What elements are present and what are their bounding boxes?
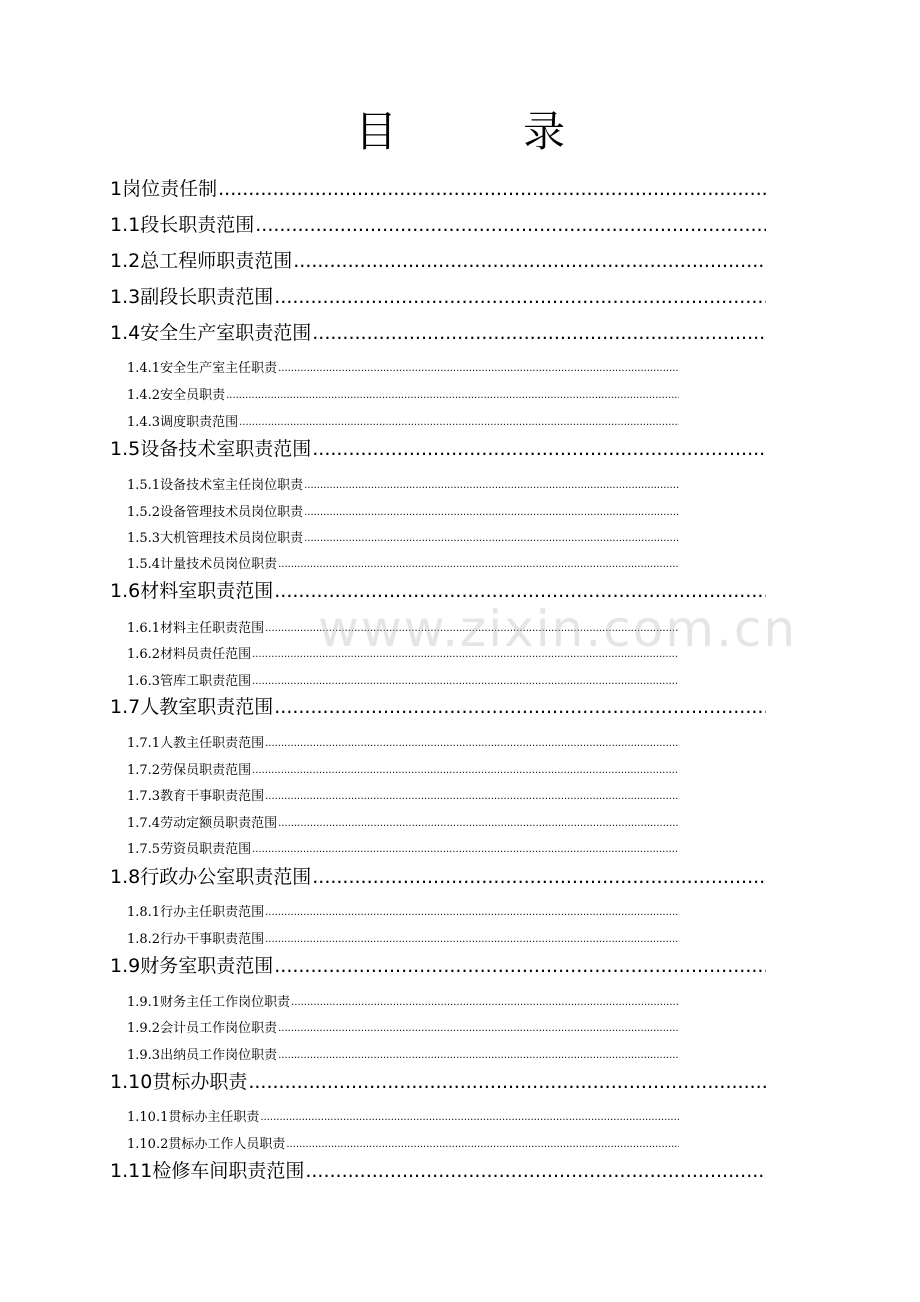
- toc-subentry[interactable]: [127, 904, 680, 922]
- toc-entry-number: 1.7.5: [127, 842, 161, 857]
- toc-entry-label: 检修车间职责范围: [152, 1160, 305, 1182]
- toc-entry-number: 1.6.1: [127, 621, 161, 636]
- toc-entry-label: 人教主任职责范围: [160, 736, 265, 751]
- toc-dot-leader: [239, 414, 679, 432]
- toc-subentry[interactable]: [127, 994, 680, 1012]
- toc-entry-number: 1.6.2: [127, 647, 161, 662]
- toc-dot-leader: [252, 841, 679, 859]
- toc-entry[interactable]: [110, 320, 767, 346]
- watermark: www.zixin.com.cn: [318, 600, 798, 658]
- toc-title: 目 录: [354, 107, 607, 156]
- toc-subentry[interactable]: [127, 1136, 680, 1154]
- toc-dot-leader: [260, 1109, 679, 1127]
- toc-dot-leader: [291, 994, 679, 1012]
- toc-entry-label: 总工程师职责范围: [140, 250, 293, 272]
- toc-entry-label: 计量技术员岗位职责: [160, 557, 278, 572]
- toc-entry-number: 1.7.2: [127, 763, 161, 778]
- toc-entry-label: 贯标办主任职责: [168, 1110, 260, 1125]
- toc-entry-label: 劳资员职责范围: [160, 842, 252, 857]
- toc-dot-leader: [265, 904, 679, 922]
- toc-entry-number: 1.7.4: [127, 816, 161, 831]
- toc-entry-number: 1.7.3: [127, 789, 161, 804]
- toc-entry-label: 会计员工作岗位职责: [160, 1021, 278, 1036]
- toc-entry-number: 1.4.1: [127, 361, 161, 376]
- toc-dot-leader: [226, 387, 679, 405]
- toc-subentry[interactable]: [127, 530, 680, 548]
- toc-subentry[interactable]: [127, 788, 680, 806]
- toc-subentry[interactable]: [127, 1109, 680, 1127]
- toc-entry[interactable]: [110, 1069, 767, 1095]
- toc-entry-number: 1.6: [110, 580, 141, 602]
- toc-dot-leader: [278, 556, 679, 574]
- toc-subentry[interactable]: [127, 673, 680, 691]
- toc-entry-number: 1.8: [110, 866, 141, 888]
- toc-entry-number: 1.1: [110, 214, 141, 236]
- toc-dot-leader: [305, 1158, 766, 1184]
- toc-dot-leader: [278, 1047, 679, 1065]
- toc-entry-number: 1.9: [110, 955, 141, 977]
- toc-entry-label: 设备技术室职责范围: [140, 438, 312, 460]
- toc-dot-leader: [278, 360, 679, 378]
- toc-entry[interactable]: [110, 1158, 767, 1184]
- toc-entry-label: 材料员责任范围: [160, 647, 252, 662]
- toc-entry-label: 安全生产室主任职责: [160, 361, 278, 376]
- toc-entry-label: 材料主任职责范围: [160, 621, 265, 636]
- toc-entry-number: 1: [110, 178, 123, 200]
- toc-dot-leader: [286, 1136, 679, 1154]
- toc-dot-leader: [248, 1069, 766, 1095]
- toc-entry-number: 1.7.1: [127, 736, 161, 751]
- toc-entry-number: 1.7: [110, 696, 141, 718]
- toc-entry-number: 1.5.4: [127, 557, 161, 572]
- toc-subentry[interactable]: [127, 360, 680, 378]
- toc-dot-leader: [274, 284, 766, 310]
- toc-entry-label: 劳保员职责范围: [160, 763, 252, 778]
- toc-dot-leader: [265, 735, 679, 753]
- toc-entry-number: 1.5.2: [127, 505, 161, 520]
- toc-dot-leader: [304, 477, 679, 495]
- toc-entry-label: 副段长职责范围: [140, 286, 274, 308]
- toc-entry-label: 行办干事职责范围: [160, 932, 265, 947]
- toc-entry[interactable]: [110, 212, 767, 238]
- toc-entry-label: 贯标办工作人员职责: [168, 1137, 286, 1152]
- toc-subentry[interactable]: [127, 1020, 680, 1038]
- toc-entry-number: 1.10: [110, 1071, 153, 1093]
- toc-dot-leader: [312, 864, 766, 890]
- toc-entry-number: 1.6.3: [127, 674, 161, 689]
- toc-entry-label: 设备技术室主任岗位职责: [160, 478, 304, 493]
- toc-dot-leader: [274, 953, 766, 979]
- toc-dot-leader: [278, 815, 679, 833]
- toc-entry-label: 财务室职责范围: [140, 955, 274, 977]
- toc-entry[interactable]: [110, 864, 767, 890]
- toc-dot-leader: [312, 436, 766, 462]
- toc-dot-leader: [274, 694, 766, 720]
- toc-entry[interactable]: [110, 436, 767, 462]
- toc-entry-number: 1.4.2: [127, 388, 161, 403]
- toc-subentry[interactable]: [127, 1047, 680, 1065]
- toc-subentry[interactable]: [127, 815, 680, 833]
- toc-entry-number: 1.9.2: [127, 1021, 161, 1036]
- toc-entry-label: 材料室职责范围: [140, 580, 274, 602]
- toc-entry-label: 安全员职责: [160, 388, 226, 403]
- toc-dot-leader: [218, 176, 766, 202]
- toc-subentry[interactable]: [127, 735, 680, 753]
- toc-subentry[interactable]: [127, 841, 680, 859]
- toc-entry[interactable]: [110, 953, 767, 979]
- toc-entry-number: 1.11: [110, 1160, 153, 1182]
- toc-entry-label: 岗位责任制: [122, 178, 218, 200]
- toc-dot-leader: [252, 762, 679, 780]
- toc-subentry[interactable]: [127, 504, 680, 522]
- toc-entry-label: 段长职责范围: [140, 214, 255, 236]
- toc-dot-leader: [304, 504, 679, 522]
- toc-entry-label: 大机管理技术员岗位职责: [160, 531, 304, 546]
- toc-entry-label: 人教室职责范围: [140, 696, 274, 718]
- toc-entry-number: 1.4: [110, 322, 141, 344]
- toc-entry-number: 1.8.2: [127, 932, 161, 947]
- toc-entry-number: 1.5.1: [127, 478, 161, 493]
- toc-dot-leader: [312, 320, 766, 346]
- toc-entry-label: 行政办公室职责范围: [140, 866, 312, 888]
- toc-subentry[interactable]: [127, 414, 680, 432]
- toc-entry-label: 管库工职责范围: [160, 674, 252, 689]
- toc-entry-number: 1.9.3: [127, 1048, 161, 1063]
- toc-entry[interactable]: [110, 176, 767, 202]
- toc-entry-number: 1.10.2: [127, 1137, 169, 1152]
- toc-dot-leader: [304, 530, 679, 548]
- toc-entry-label: 贯标办职责: [152, 1071, 248, 1093]
- toc-dot-leader: [265, 931, 679, 949]
- toc-dot-leader: [252, 673, 679, 691]
- toc-entry[interactable]: [110, 694, 767, 720]
- toc-entry-number: 1.3: [110, 286, 141, 308]
- toc-entry[interactable]: [110, 248, 767, 274]
- toc-subentry[interactable]: [127, 556, 680, 574]
- toc-subentry[interactable]: [127, 387, 680, 405]
- toc-dot-leader: [278, 1020, 679, 1038]
- toc-dot-leader: [255, 212, 766, 238]
- toc-subentry[interactable]: [127, 931, 680, 949]
- toc-entry-label: 安全生产室职责范围: [140, 322, 312, 344]
- toc-entry-number: 1.4.3: [127, 415, 161, 430]
- toc-dot-leader: [293, 248, 766, 274]
- toc-entry-label: 劳动定额员职责范围: [160, 816, 278, 831]
- toc-entry-number: 1.8.1: [127, 905, 161, 920]
- toc-entry-label: 调度职责范围: [160, 415, 239, 430]
- toc-dot-leader: [265, 788, 679, 806]
- toc-subentry[interactable]: [127, 762, 680, 780]
- toc-entry-number: 1.5.3: [127, 531, 161, 546]
- toc-entry-label: 教育干事职责范围: [160, 789, 265, 804]
- toc-entry-number: 1.2: [110, 250, 141, 272]
- toc-entry-label: 财务主任工作岗位职责: [160, 995, 291, 1010]
- toc-entry-label: 出纳员工作岗位职责: [160, 1048, 278, 1063]
- toc-entry-number: 1.9.1: [127, 995, 161, 1010]
- toc-entry-number: 1.10.1: [127, 1110, 169, 1125]
- toc-entry-number: 1.5: [110, 438, 141, 460]
- toc-subentry[interactable]: [127, 477, 680, 495]
- toc-entry-label: 行办主任职责范围: [160, 905, 265, 920]
- toc-entry-label: 设备管理技术员岗位职责: [160, 505, 304, 520]
- toc-entry[interactable]: [110, 284, 767, 310]
